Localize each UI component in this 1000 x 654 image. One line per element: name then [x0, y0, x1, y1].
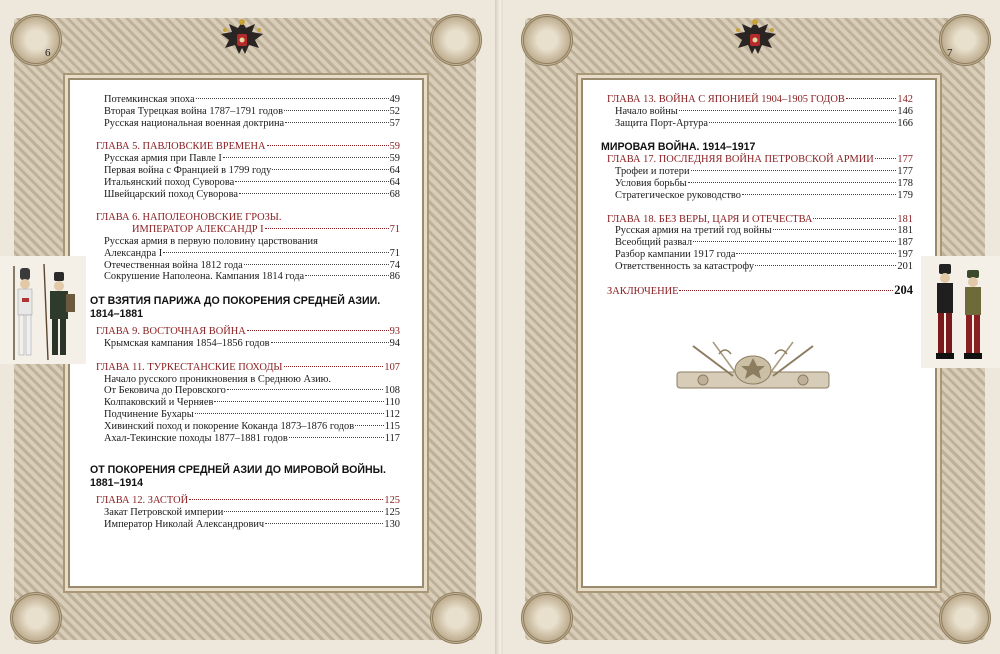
toc-entry[interactable]: Вторая Турецкая война 1787–1791 годов 52 — [104, 105, 400, 117]
toc-chapter-heading[interactable]: ГЛАВА 9. ВОСТОЧНАЯ ВОЙНА 93 — [96, 326, 400, 338]
toc-entry[interactable]: Крымская кампания 1854–1856 годов 94 — [104, 337, 400, 349]
toc-entry[interactable]: Ответственность за катастрофу 201 — [615, 260, 913, 272]
frame-corner-ornament — [10, 592, 62, 644]
table-of-contents-right — [601, 94, 913, 297]
toc-entry[interactable]: Защита Порт-Артура 166 — [615, 117, 913, 129]
toc-entry[interactable]: Закат Петровской империи 125 — [104, 507, 400, 519]
toc-entry[interactable]: Сокрушение Наполеона. Кампания 1814 года 86 — [104, 271, 400, 283]
left-page — [0, 0, 497, 654]
toc-entry[interactable]: Стратегическое руководство 179 — [615, 189, 913, 201]
toc-entry[interactable]: От Бековича до Перовского 108 — [104, 385, 400, 397]
toc-entry[interactable]: Александра I 71 — [104, 247, 400, 259]
toc-entry-line: Русская армия в первую половину царствования — [104, 235, 318, 247]
toc-entry[interactable]: Потемкинская эпоха 49 — [104, 94, 400, 105]
frame-corner-ornament — [521, 14, 573, 66]
toc-section-years: 1881–1914 — [90, 477, 144, 490]
toc-entry[interactable]: Колпаковский и Черняев 110 — [104, 397, 400, 409]
toc-entry[interactable]: Условия борьбы 178 — [615, 177, 913, 189]
soldiers-illustration — [0, 256, 86, 364]
toc-entry[interactable]: Начало войны 146 — [615, 105, 913, 117]
double-headed-eagle-emblem — [728, 18, 782, 60]
toc-chapter-heading[interactable]: ГЛАВА 18. БЕЗ ВЕРЫ, ЦАРЯ И ОТЕЧЕСТВА 181 — [607, 213, 913, 225]
frame-corner-ornament — [521, 592, 573, 644]
toc-entry[interactable]: Итальянский поход Суворова 64 — [104, 176, 400, 188]
toc-conclusion[interactable]: ЗАКЛЮЧЕНИЕ 204 — [607, 282, 913, 297]
toc-section-title: ОТ ВЗЯТИЯ ПАРИЖА ДО ПОКОРЕНИЯ СРЕДНЕЙ АЗИИ. — [90, 295, 381, 308]
toc-chapter-heading[interactable]: ГЛАВА 13. ВОЙНА С ЯПОНИЕЙ 1904–1905 ГОДОВ 142 — [607, 94, 913, 105]
frame-corner-ornament — [430, 592, 482, 644]
toc-chapter-heading[interactable]: ГЛАВА 17. ПОСЛЕДНЯЯ ВОЙНА ПЕТРОВСКОЙ АРМИИ 177 — [607, 154, 913, 166]
frame-corner-ornament — [939, 592, 991, 644]
toc-chapter-heading[interactable]: ГЛАВА 11. ТУРКЕСТАНСКИЕ ПОХОДЫ 107 — [96, 361, 400, 373]
toc-entry[interactable]: Разбор кампании 1917 года 197 — [615, 248, 913, 260]
page-number: 6 — [45, 47, 51, 59]
table-of-contents-left — [90, 94, 400, 531]
toc-entry[interactable]: Император Николай Александрович 130 — [104, 518, 400, 530]
frame-corner-ornament — [10, 14, 62, 66]
officers-illustration — [921, 256, 1000, 368]
officer-figure-right — [964, 270, 982, 359]
toc-entry[interactable]: Русская армия при Павле I 59 — [104, 153, 400, 165]
military-trophy-ornament — [673, 336, 833, 394]
toc-section-title: ОТ ПОКОРЕНИЯ СРЕДНЕЙ АЗИИ ДО МИРОВОЙ ВОЙНЫ. — [90, 464, 386, 477]
toc-entry[interactable]: Подчинение Бухары 112 — [104, 408, 400, 420]
toc-section-years: 1814–1881 — [90, 308, 144, 321]
double-headed-eagle-emblem — [215, 18, 269, 60]
toc-chapter-heading[interactable]: ГЛАВА 5. ПАВЛОВСКИЕ ВРЕМЕНА 59 — [96, 141, 400, 153]
toc-entry[interactable]: Первая война с Францией в 1799 году 64 — [104, 164, 400, 176]
page-number: 7 — [947, 47, 953, 59]
toc-entry[interactable]: Русская армия на третий год войны 181 — [615, 225, 913, 237]
toc-entry[interactable]: Всеобщий развал 187 — [615, 237, 913, 249]
soldier-figure-right — [44, 264, 75, 360]
toc-chapter-heading: ГЛАВА 6. НАПОЛЕОНОВСКИЕ ГРОЗЫ. — [96, 212, 282, 224]
toc-entry[interactable]: Хивинский поход и покорение Коканда 1873–1876 годов 115 — [104, 420, 400, 432]
soldier-figure-left — [14, 266, 32, 360]
toc-entry-line: Начало русского проникновения в Среднюю Азию. — [104, 373, 332, 385]
toc-chapter-heading[interactable]: ИМПЕРАТОР АЛЕКСАНДР I 71 — [132, 224, 400, 236]
frame-corner-ornament — [430, 14, 482, 66]
toc-chapter-heading[interactable]: ГЛАВА 12. ЗАСТОЙ 125 — [96, 495, 400, 507]
officer-figure-left — [936, 264, 954, 359]
toc-section-title: МИРОВАЯ ВОЙНА. 1914–1917 — [601, 141, 756, 154]
toc-entry[interactable]: Швейцарский поход Суворова 68 — [104, 188, 400, 200]
right-page — [503, 0, 1000, 654]
toc-entry[interactable]: Ахал-Текинские походы 1877–1881 годов 117 — [104, 432, 400, 444]
toc-entry[interactable]: Трофеи и потери 177 — [615, 166, 913, 178]
toc-entry[interactable]: Русская национальная военная доктрина 57 — [104, 117, 400, 129]
toc-entry[interactable]: Отечественная война 1812 года 74 — [104, 259, 400, 271]
